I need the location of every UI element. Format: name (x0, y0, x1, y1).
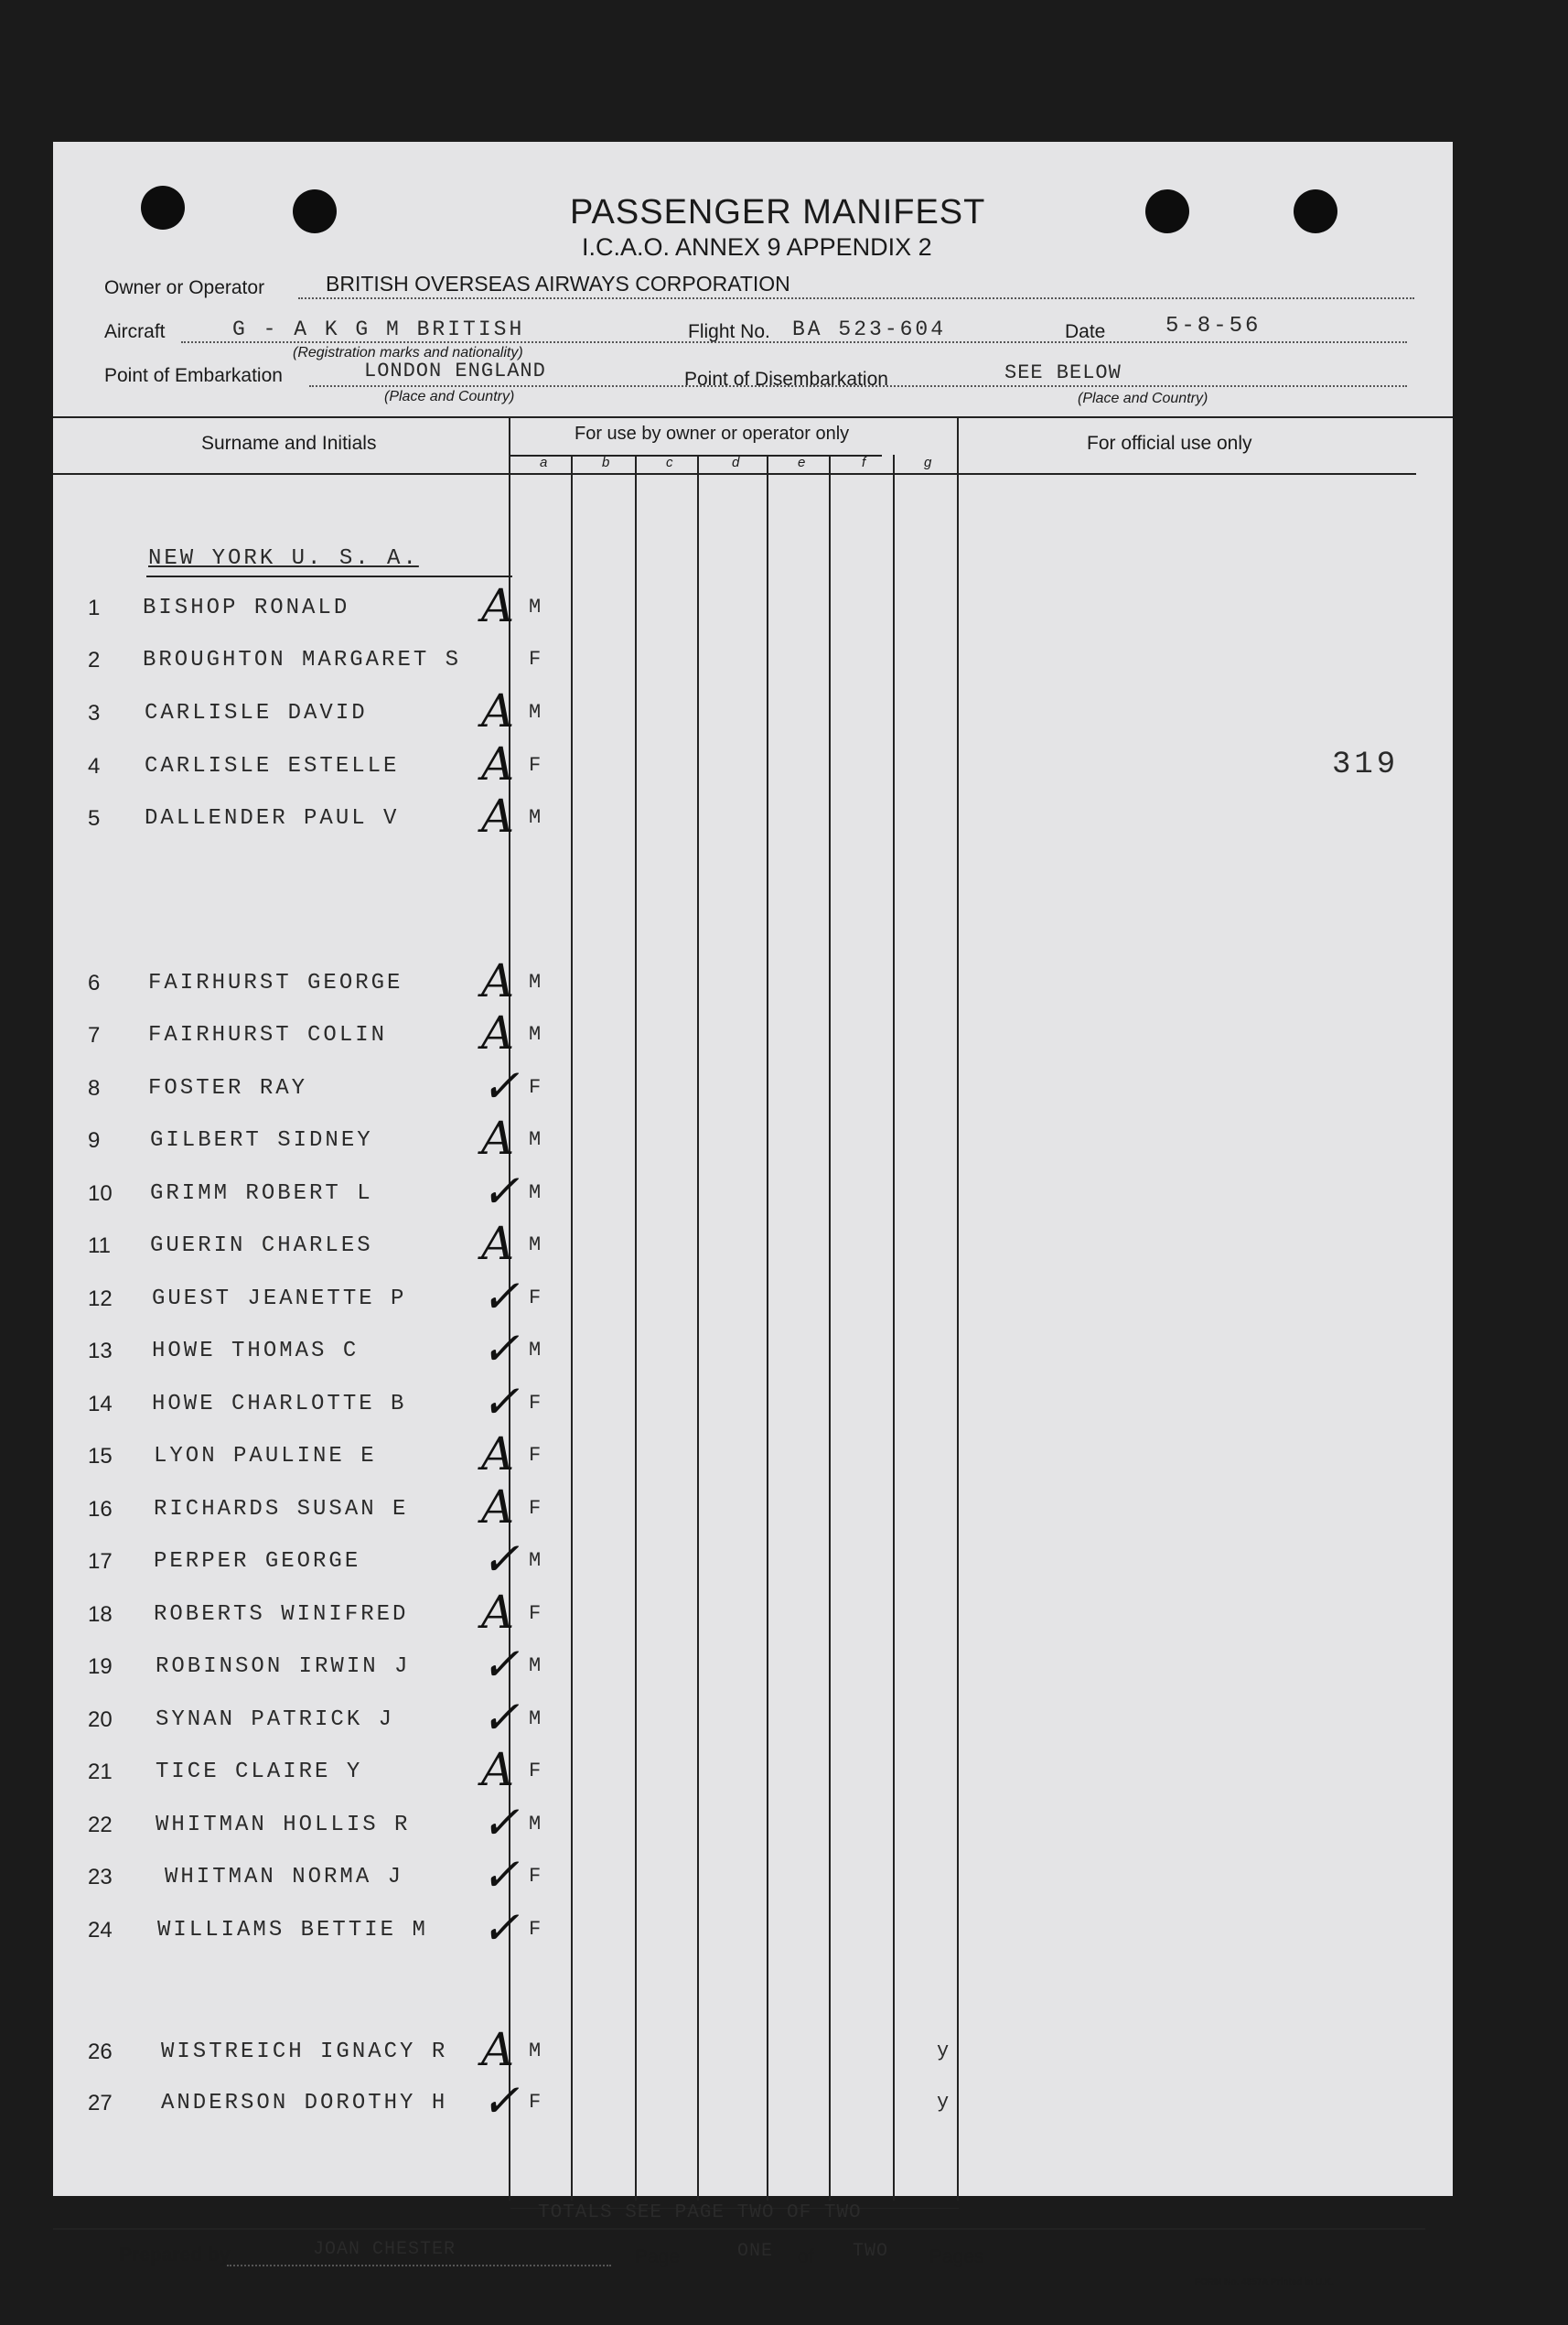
embarkation-note: (Place and Country) (384, 389, 515, 404)
passenger-sex: M (529, 806, 544, 829)
handwritten-mark: A (481, 579, 515, 632)
destination-underline (146, 576, 512, 577)
handwritten-mark: A (481, 1480, 515, 1534)
passenger-sex: M (529, 1128, 544, 1151)
form-number: FORM No. 4657A Printed in U.K. (1195, 2277, 1334, 2287)
passenger-name: TICE CLAIRE Y (156, 1760, 363, 1784)
table-row (53, 1848, 693, 1901)
handwritten-mark: ✓ (481, 1796, 520, 1849)
flight-label: Flight No. (688, 321, 770, 342)
table-row (53, 1427, 693, 1480)
subcolumn-letter: c (666, 455, 673, 470)
passenger-sex: M (529, 2040, 544, 2062)
row-number: 18 (88, 1602, 113, 1627)
passenger-name: WISTREICH IGNACY R (161, 2040, 448, 2064)
passenger-sex: F (529, 1865, 544, 1888)
aircraft-rule (181, 341, 1407, 343)
handwritten-mark: A (481, 2023, 515, 2076)
row-number: 6 (88, 971, 101, 996)
row-number: 5 (88, 806, 101, 831)
table-row (53, 648, 693, 684)
passenger-name: PERPER GEORGE (154, 1549, 361, 1574)
table-row (53, 1217, 693, 1270)
disembarkation-note: (Place and Country) (1078, 391, 1208, 406)
handwritten-mark: A (481, 1427, 515, 1480)
row-number: 4 (88, 754, 101, 779)
passenger-sex: F (529, 754, 544, 777)
passenger-name: WILLIAMS BETTIE M (157, 1918, 428, 1943)
row-number: 23 (88, 1865, 113, 1889)
row-number: 15 (88, 1444, 113, 1469)
col-divider-f (893, 455, 895, 2201)
punch-hole (293, 189, 337, 233)
table-top-rule (53, 416, 1453, 418)
date-label: Date (1065, 321, 1106, 342)
table-row (53, 1901, 693, 1954)
subcolumn-letter: b (602, 455, 610, 470)
of-value: TWO (853, 2241, 889, 2262)
passenger-name: SYNAN PATRICK J (156, 1707, 395, 1732)
aircraft-label: Aircraft (104, 321, 166, 342)
row-number: 14 (88, 1392, 113, 1416)
handwritten-mark: ✓ (481, 1848, 520, 1901)
passenger-sex: F (529, 648, 544, 671)
col-divider-e (829, 455, 831, 2201)
page-label: Page (635, 2246, 681, 2267)
punch-hole (1294, 189, 1337, 233)
embarkation-label: Point of Embarkation (104, 365, 283, 386)
row-number: 3 (88, 701, 101, 726)
table-row (53, 1322, 693, 1375)
owner-value: BRITISH OVERSEAS AIRWAYS CORPORATION (326, 272, 790, 296)
aircraft-note: (Registration marks and nationality) (293, 345, 523, 361)
passenger-name: HOWE CHARLOTTE B (152, 1392, 407, 1416)
destination-heading: NEW YORK U. S. A. (148, 546, 419, 571)
passenger-name: BISHOP RONALD (143, 596, 350, 620)
column-g-value: y (937, 2040, 952, 2062)
subcolumn-letter: g (924, 455, 932, 470)
date-value: 5-8-56 (1165, 314, 1262, 339)
flight-value: BA 523-604 (792, 318, 947, 341)
subcolumn-letter: a (540, 455, 548, 470)
passenger-name: CARLISLE DAVID (145, 701, 368, 726)
row-number: 20 (88, 1707, 113, 1732)
handwritten-mark: ✓ (481, 1375, 520, 1428)
column-g-value: y (937, 2091, 952, 2114)
row-number: 19 (88, 1654, 113, 1679)
table-row (53, 954, 693, 1007)
table-row (53, 1796, 693, 1849)
table-row (53, 2023, 952, 2076)
prepared-by-value: JOAN CHESTER (313, 2239, 456, 2260)
table-row (53, 2074, 952, 2127)
subcolumn-letter: d (732, 455, 740, 470)
handwritten-mark: ✓ (481, 1060, 520, 1113)
table-row (53, 737, 693, 791)
disembarkation-value: SEE BELOW (1004, 361, 1122, 384)
table-row (53, 1006, 693, 1060)
passenger-sex: M (529, 1023, 544, 1046)
passenger-sex: M (529, 1707, 544, 1730)
table-row (53, 1060, 693, 1113)
passenger-sex: F (529, 1918, 544, 1941)
row-number: 17 (88, 1549, 113, 1574)
totals-rule (53, 2228, 1425, 2230)
passenger-name: FAIRHURST GEORGE (148, 971, 403, 996)
table-row (53, 579, 693, 632)
table-row (53, 1691, 693, 1744)
handwritten-mark: A (481, 1586, 515, 1639)
passenger-sex: M (529, 1549, 544, 1572)
handwritten-mark: ✓ (481, 1270, 520, 1323)
embarkation-value: LONDON ENGLAND (364, 360, 546, 382)
handwritten-mark: ✓ (481, 1901, 520, 1954)
official-column-header: For official use only (1087, 433, 1252, 454)
row-number: 8 (88, 1076, 101, 1101)
passenger-name: GRIMM ROBERT L (150, 1181, 373, 1206)
passenger-name: WHITMAN HOLLIS R (156, 1813, 411, 1837)
passenger-sex: M (529, 701, 544, 724)
table-row (53, 1586, 693, 1639)
owner-rule (298, 297, 1414, 299)
row-number: 9 (88, 1128, 101, 1153)
manifest-sheet (53, 142, 1453, 2287)
surname-column-header: Surname and Initials (201, 433, 377, 454)
passenger-name: CARLISLE ESTELLE (145, 754, 400, 779)
table-row (53, 1743, 693, 1796)
handwritten-mark: ✓ (481, 1165, 520, 1218)
handwritten-mark: ✓ (481, 1322, 520, 1375)
handwritten-mark: ✓ (481, 2074, 520, 2127)
prepared-by-rule (227, 2265, 611, 2266)
passenger-sex: F (529, 1286, 544, 1309)
passenger-sex: F (529, 2091, 544, 2114)
table-row (53, 684, 693, 737)
passenger-sex: F (529, 1392, 544, 1415)
of-label: of (798, 2246, 814, 2267)
subcolumn-letter: e (798, 455, 806, 470)
passenger-name: LYON PAULINE E (154, 1444, 377, 1469)
aircraft-value: G - A K G M BRITISH (232, 318, 525, 341)
page-title: PASSENGER MANIFEST (570, 193, 986, 231)
row-number: 13 (88, 1339, 113, 1363)
official-number: 319 (1332, 748, 1400, 782)
disembarkation-label: Point of Disembarkation (684, 369, 888, 390)
handwritten-mark: A (481, 1112, 515, 1165)
passenger-sex: M (529, 971, 544, 994)
table-row (53, 1638, 693, 1691)
passenger-name: HOWE THOMAS C (152, 1339, 360, 1363)
row-number: 21 (88, 1760, 113, 1784)
col-divider-c (697, 455, 699, 2201)
table-row (53, 1480, 693, 1534)
handwritten-mark: A (481, 1743, 515, 1796)
row-number: 2 (88, 648, 101, 673)
row-number: 27 (88, 2091, 113, 2115)
handwritten-mark: A (481, 1217, 515, 1270)
passenger-sex: M (529, 1233, 544, 1256)
passenger-sex: M (529, 1181, 544, 1204)
handwritten-mark: A (481, 790, 515, 843)
passenger-name: GUERIN CHARLES (150, 1233, 373, 1258)
punch-hole (141, 186, 185, 230)
row-number: 22 (88, 1813, 113, 1837)
punch-hole (1145, 189, 1189, 233)
table-row (53, 790, 693, 843)
passenger-name: FAIRHURST COLIN (148, 1023, 388, 1048)
passenger-name: DALLENDER PAUL V (145, 806, 400, 831)
table-row (53, 1375, 693, 1428)
handwritten-mark: ✓ (481, 1691, 520, 1744)
handwritten-mark: ✓ (481, 1638, 520, 1691)
header-bottom-rule (53, 473, 1416, 475)
table-row (53, 1533, 693, 1586)
table-row (53, 1112, 693, 1165)
handwritten-mark: ✓ (481, 1533, 520, 1586)
passenger-name: WHITMAN NORMA J (165, 1865, 404, 1889)
passenger-sex: M (529, 1654, 544, 1677)
handwritten-mark: A (481, 684, 515, 737)
col-divider-d (767, 455, 768, 2201)
row-number: 16 (88, 1497, 113, 1522)
passenger-name: ANDERSON DOROTHY H (161, 2091, 448, 2115)
row-number: 12 (88, 1286, 113, 1311)
row-number: 11 (88, 1233, 111, 1258)
pages-label: Pages (929, 2246, 984, 2267)
passenger-sex: F (529, 1497, 544, 1520)
prepared-by-label: Prepared by (119, 2244, 231, 2266)
passenger-sex: F (529, 1602, 544, 1625)
passenger-sex: F (529, 1444, 544, 1467)
passenger-name: GUEST JEANETTE P (152, 1286, 407, 1311)
page-value: ONE (737, 2241, 774, 2262)
passenger-name: GILBERT SIDNEY (150, 1128, 373, 1153)
row-number: 7 (88, 1023, 101, 1048)
table-row (53, 1165, 693, 1218)
handwritten-mark: A (481, 1006, 515, 1060)
totals-text: TOTALS SEE PAGE TWO OF TWO (538, 2202, 862, 2223)
passenger-name: RICHARDS SUSAN E (154, 1497, 409, 1522)
passenger-name: ROBINSON IRWIN J (156, 1654, 411, 1679)
passenger-sex: M (529, 1813, 544, 1835)
row-number: 26 (88, 2040, 113, 2064)
passenger-sex: F (529, 1076, 544, 1099)
passenger-sex: M (529, 1339, 544, 1362)
col-divider-owner (957, 416, 959, 2201)
table-row (53, 1270, 693, 1323)
owner-column-header: For use by owner or operator only (575, 424, 850, 444)
passenger-sex: F (529, 1760, 544, 1782)
passenger-name: FOSTER RAY (148, 1076, 308, 1101)
owner-label: Owner or Operator (104, 277, 265, 298)
page-subtitle: I.C.A.O. ANNEX 9 APPENDIX 2 (582, 233, 932, 261)
subcol-rule (510, 455, 882, 457)
passenger-sex: M (529, 596, 544, 619)
passenger-name: BROUGHTON MARGARET S (143, 648, 462, 673)
row-number: 10 (88, 1181, 113, 1206)
handwritten-mark: A (481, 954, 515, 1007)
row-number: 24 (88, 1918, 113, 1943)
subcolumn-letter: f (862, 455, 866, 470)
passenger-name: ROBERTS WINIFRED (154, 1602, 409, 1627)
handwritten-mark: A (481, 737, 515, 791)
row-number: 1 (88, 596, 101, 620)
